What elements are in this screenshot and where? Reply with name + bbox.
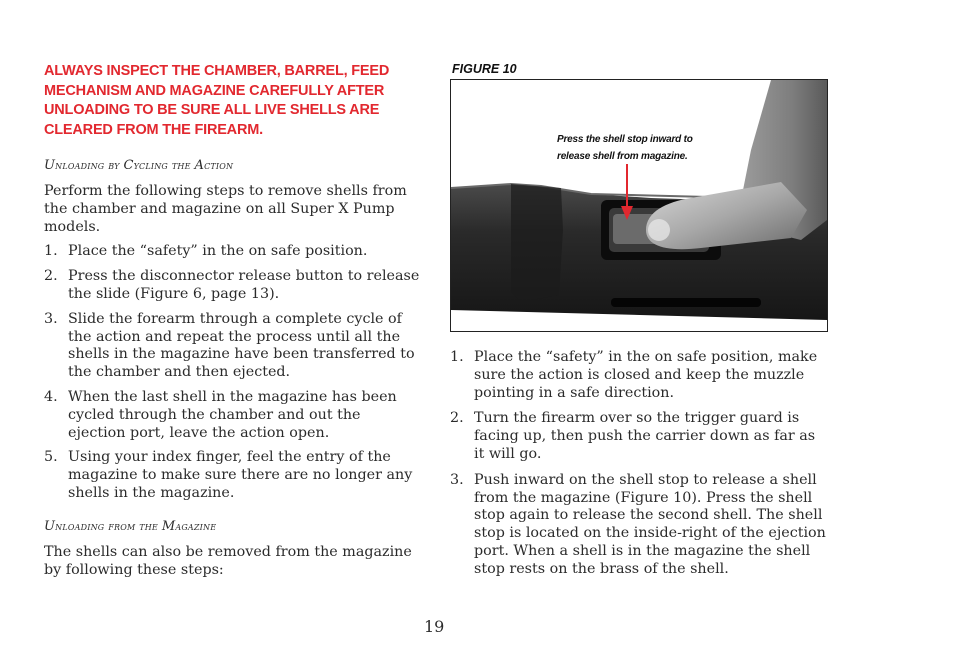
list-item: 1. Place the “safety” in the on safe position.: [44, 243, 368, 260]
figure-callout: Press the shell stop inward to release shell from magazine.: [557, 134, 693, 162]
list-item: 1. Place the “safety” in the on safe position, make sure the action is closed and keep the muzzle pointing in a safe direction.: [450, 349, 818, 401]
page-number: 19: [424, 617, 445, 636]
section-heading-cycling: Unloading by Cycling the Action: [44, 158, 234, 173]
list-item: 2. Press the disconnector release button to release the slide (Figure 6, page 13).: [44, 268, 420, 302]
cycling-steps-list: [44, 243, 422, 502]
list-item: 4. When the last shell in the magazine has been cycled through the chamber and out the ejection port, leave the action open.: [44, 388, 397, 441]
list-item: 2. Turn the firearm over so the trigger guard is facing up, then push the carrier down as far as it will go.: [450, 410, 816, 462]
figure-10-photo: [450, 79, 828, 332]
shotgun-receiver-illustration: [451, 80, 827, 331]
right-column: [450, 62, 828, 587]
list-item: 5. Using your index finger, feel the entry of the magazine to make sure there are no longer any shells in the magazine.: [44, 449, 413, 501]
section-heading-magazine: Unloading from the Magazine: [44, 518, 217, 534]
figure-label: FIGURE 10: [452, 62, 517, 76]
left-column: [44, 62, 422, 586]
list-item: 3. Slide the forearm through a complete cycle of the action and repeat the process until all the shells in the magazine have been transferred to the chamber and then ejected.: [44, 310, 415, 381]
magazine-steps-list: [450, 349, 828, 579]
safety-warning: ALWAYS INSPECT THE CHAMBER, BARREL, FEED MECHANISM AND MAGAZINE CAREFULLY AFTER UNLOADING TO BE SURE ALL LIVE SHELLS ARE CLEARED FROM THE FIREARM.: [44, 63, 390, 138]
list-item: 3. Push inward on the shell stop to release a shell from the magazine (Figure 10). Press the shell stop again to release the second shell. The shell stop is located on the inside-right of the ejection port. When a shell is in the magazine the shell stop rests on the brass of the shell.: [450, 471, 826, 577]
cycling-intro: Perform the following steps to remove shells from the chamber and magazine on all Super X Pump models.: [44, 183, 407, 235]
magazine-intro: The shells can also be removed from the magazine by following these steps:: [44, 543, 412, 578]
